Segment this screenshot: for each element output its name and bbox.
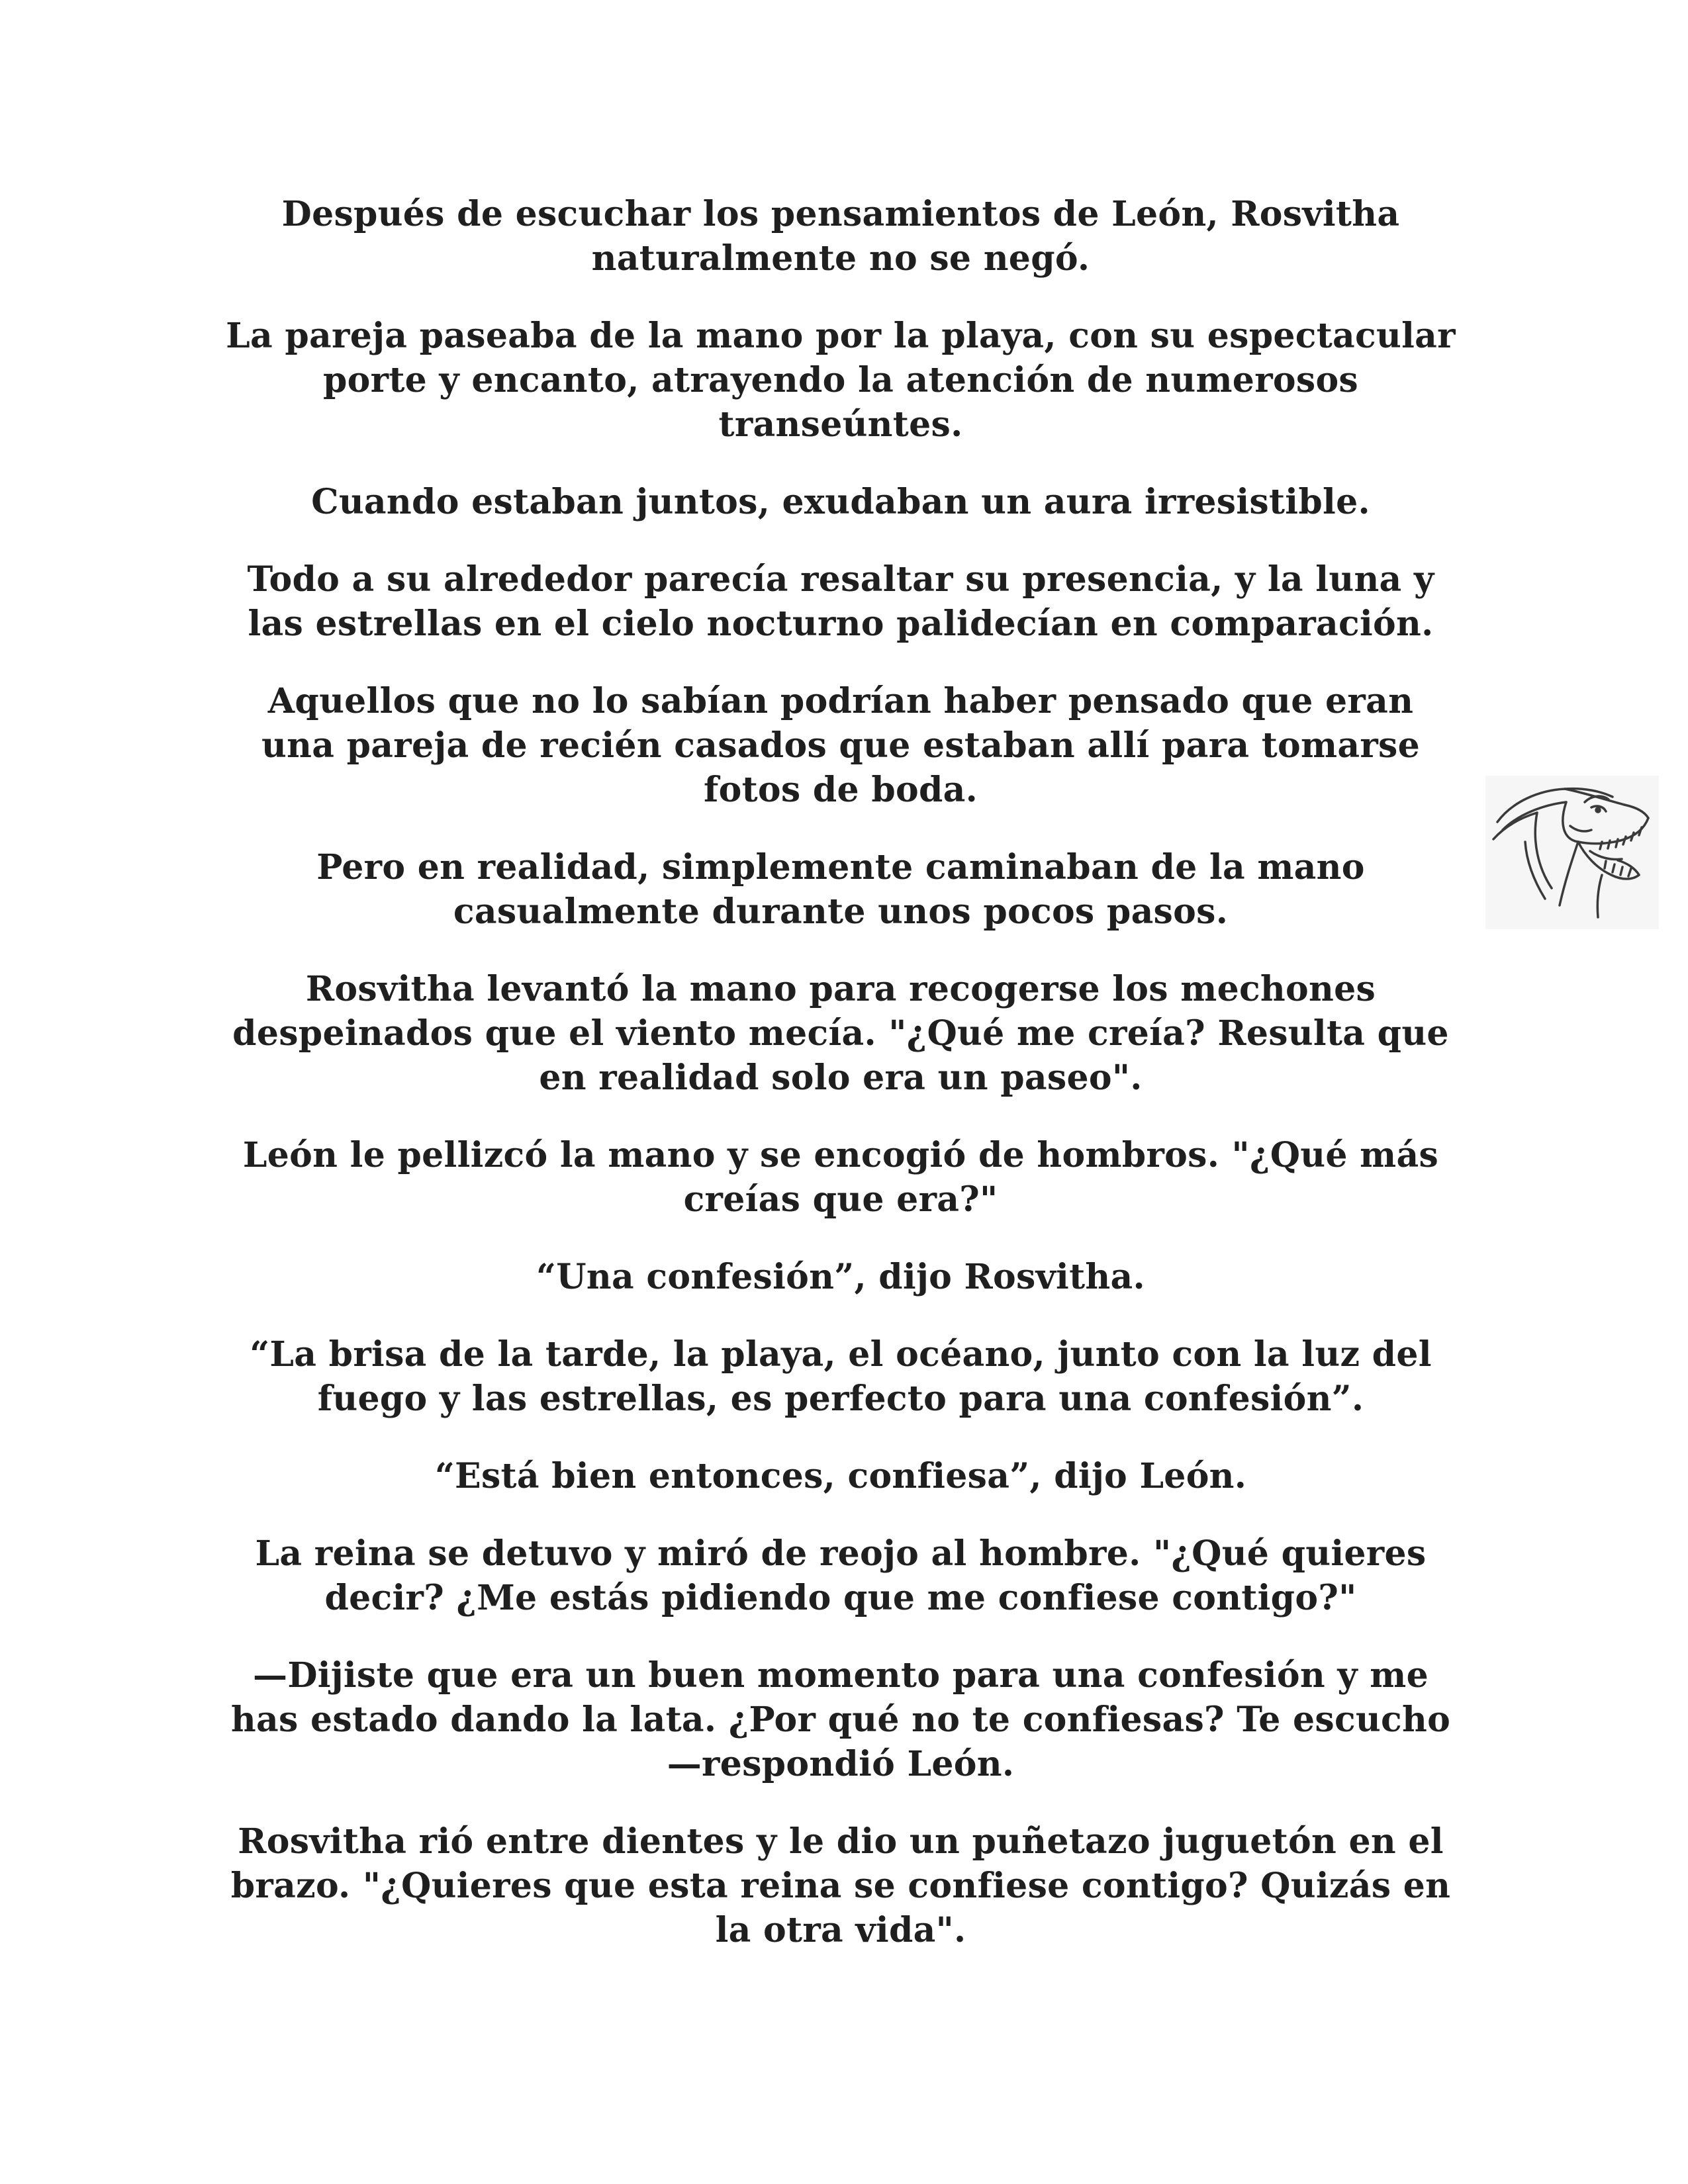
line: has estado dando la lata. ¿Por qué no te confiesas? Te escucho bbox=[230, 1700, 1451, 1740]
line: las estrellas en el cielo nocturno palidecían en comparación. bbox=[248, 604, 1434, 644]
line: porte y encanto, atrayendo la atención de numerosos bbox=[322, 360, 1359, 400]
line: decir? ¿Me estás pidiendo que me confiese contigo?" bbox=[324, 1578, 1357, 1618]
paragraph-3 bbox=[218, 480, 1463, 524]
paragraph-8 bbox=[218, 1133, 1463, 1222]
line: La pareja paseaba de la mano por la playa, con su espectacular bbox=[226, 316, 1456, 356]
paragraph-11 bbox=[218, 1454, 1463, 1498]
line: la otra vida". bbox=[715, 1910, 966, 1950]
paragraph-10 bbox=[218, 1332, 1463, 1421]
line: naturalmente no se negó. bbox=[591, 238, 1090, 279]
line: Rosvitha rió entre dientes y le dio un puñetazo juguetón en el bbox=[238, 1821, 1444, 1862]
paragraph-6 bbox=[218, 845, 1463, 934]
line: Aquellos que no lo sabían podrían haber pensado que eran bbox=[267, 681, 1414, 721]
paragraph-2 bbox=[218, 314, 1463, 447]
line: fuego y las estrellas, es perfecto para una confesión”. bbox=[317, 1379, 1364, 1419]
paragraph-5 bbox=[218, 679, 1463, 812]
paragraph-13 bbox=[218, 1653, 1463, 1786]
paragraph-7 bbox=[218, 967, 1463, 1100]
paragraph-9 bbox=[218, 1255, 1463, 1299]
paragraph-12 bbox=[218, 1531, 1463, 1620]
line: Todo a su alrededor parecía resaltar su presencia, y la luna y bbox=[247, 559, 1434, 600]
line: Rosvitha levantó la mano para recogerse los mechones bbox=[305, 969, 1376, 1009]
line: casualmente durante unos pocos pasos. bbox=[453, 891, 1229, 932]
line: —respondió León. bbox=[667, 1744, 1015, 1784]
paragraph-4 bbox=[218, 557, 1463, 646]
line: brazo. "¿Quieres que esta reina se confiese contigo? Quizás en bbox=[230, 1866, 1451, 1906]
line: “La brisa de la tarde, la playa, el océano, junto con la luz del bbox=[250, 1334, 1432, 1375]
line: “Una confesión”, dijo Rosvitha. bbox=[536, 1257, 1145, 1297]
line: La reina se detuvo y miró de reojo al hombre. "¿Qué quieres bbox=[255, 1533, 1427, 1574]
line: Pero en realidad, simplemente caminaban de la mano bbox=[316, 847, 1365, 887]
line: en realidad solo era un paseo". bbox=[539, 1058, 1143, 1098]
line: transeúntes. bbox=[718, 404, 963, 445]
line: despeinados que el viento mecía. "¿Qué me creía? Resulta que bbox=[232, 1013, 1449, 1054]
text-body bbox=[218, 192, 1463, 1985]
dinosaur-head-icon bbox=[1485, 776, 1659, 929]
line: Cuando estaban juntos, exudaban un aura irresistible. bbox=[311, 482, 1370, 522]
line: —Dijiste que era un buen momento para una confesión y me bbox=[253, 1655, 1429, 1696]
line: una pareja de recién casados que estaban allí para tomarse bbox=[261, 725, 1420, 766]
line: creías que era?" bbox=[683, 1179, 998, 1220]
paragraph-14 bbox=[218, 1819, 1463, 1952]
paragraph-1 bbox=[218, 192, 1463, 281]
line: “Está bien entonces, confiesa”, dijo León. bbox=[434, 1456, 1247, 1496]
line: León le pellizcó la mano y se encogió de hombros. "¿Qué más bbox=[242, 1135, 1439, 1175]
line: fotos de boda. bbox=[703, 770, 978, 810]
line: Después de escuchar los pensamientos de León, Rosvitha bbox=[281, 194, 1400, 234]
